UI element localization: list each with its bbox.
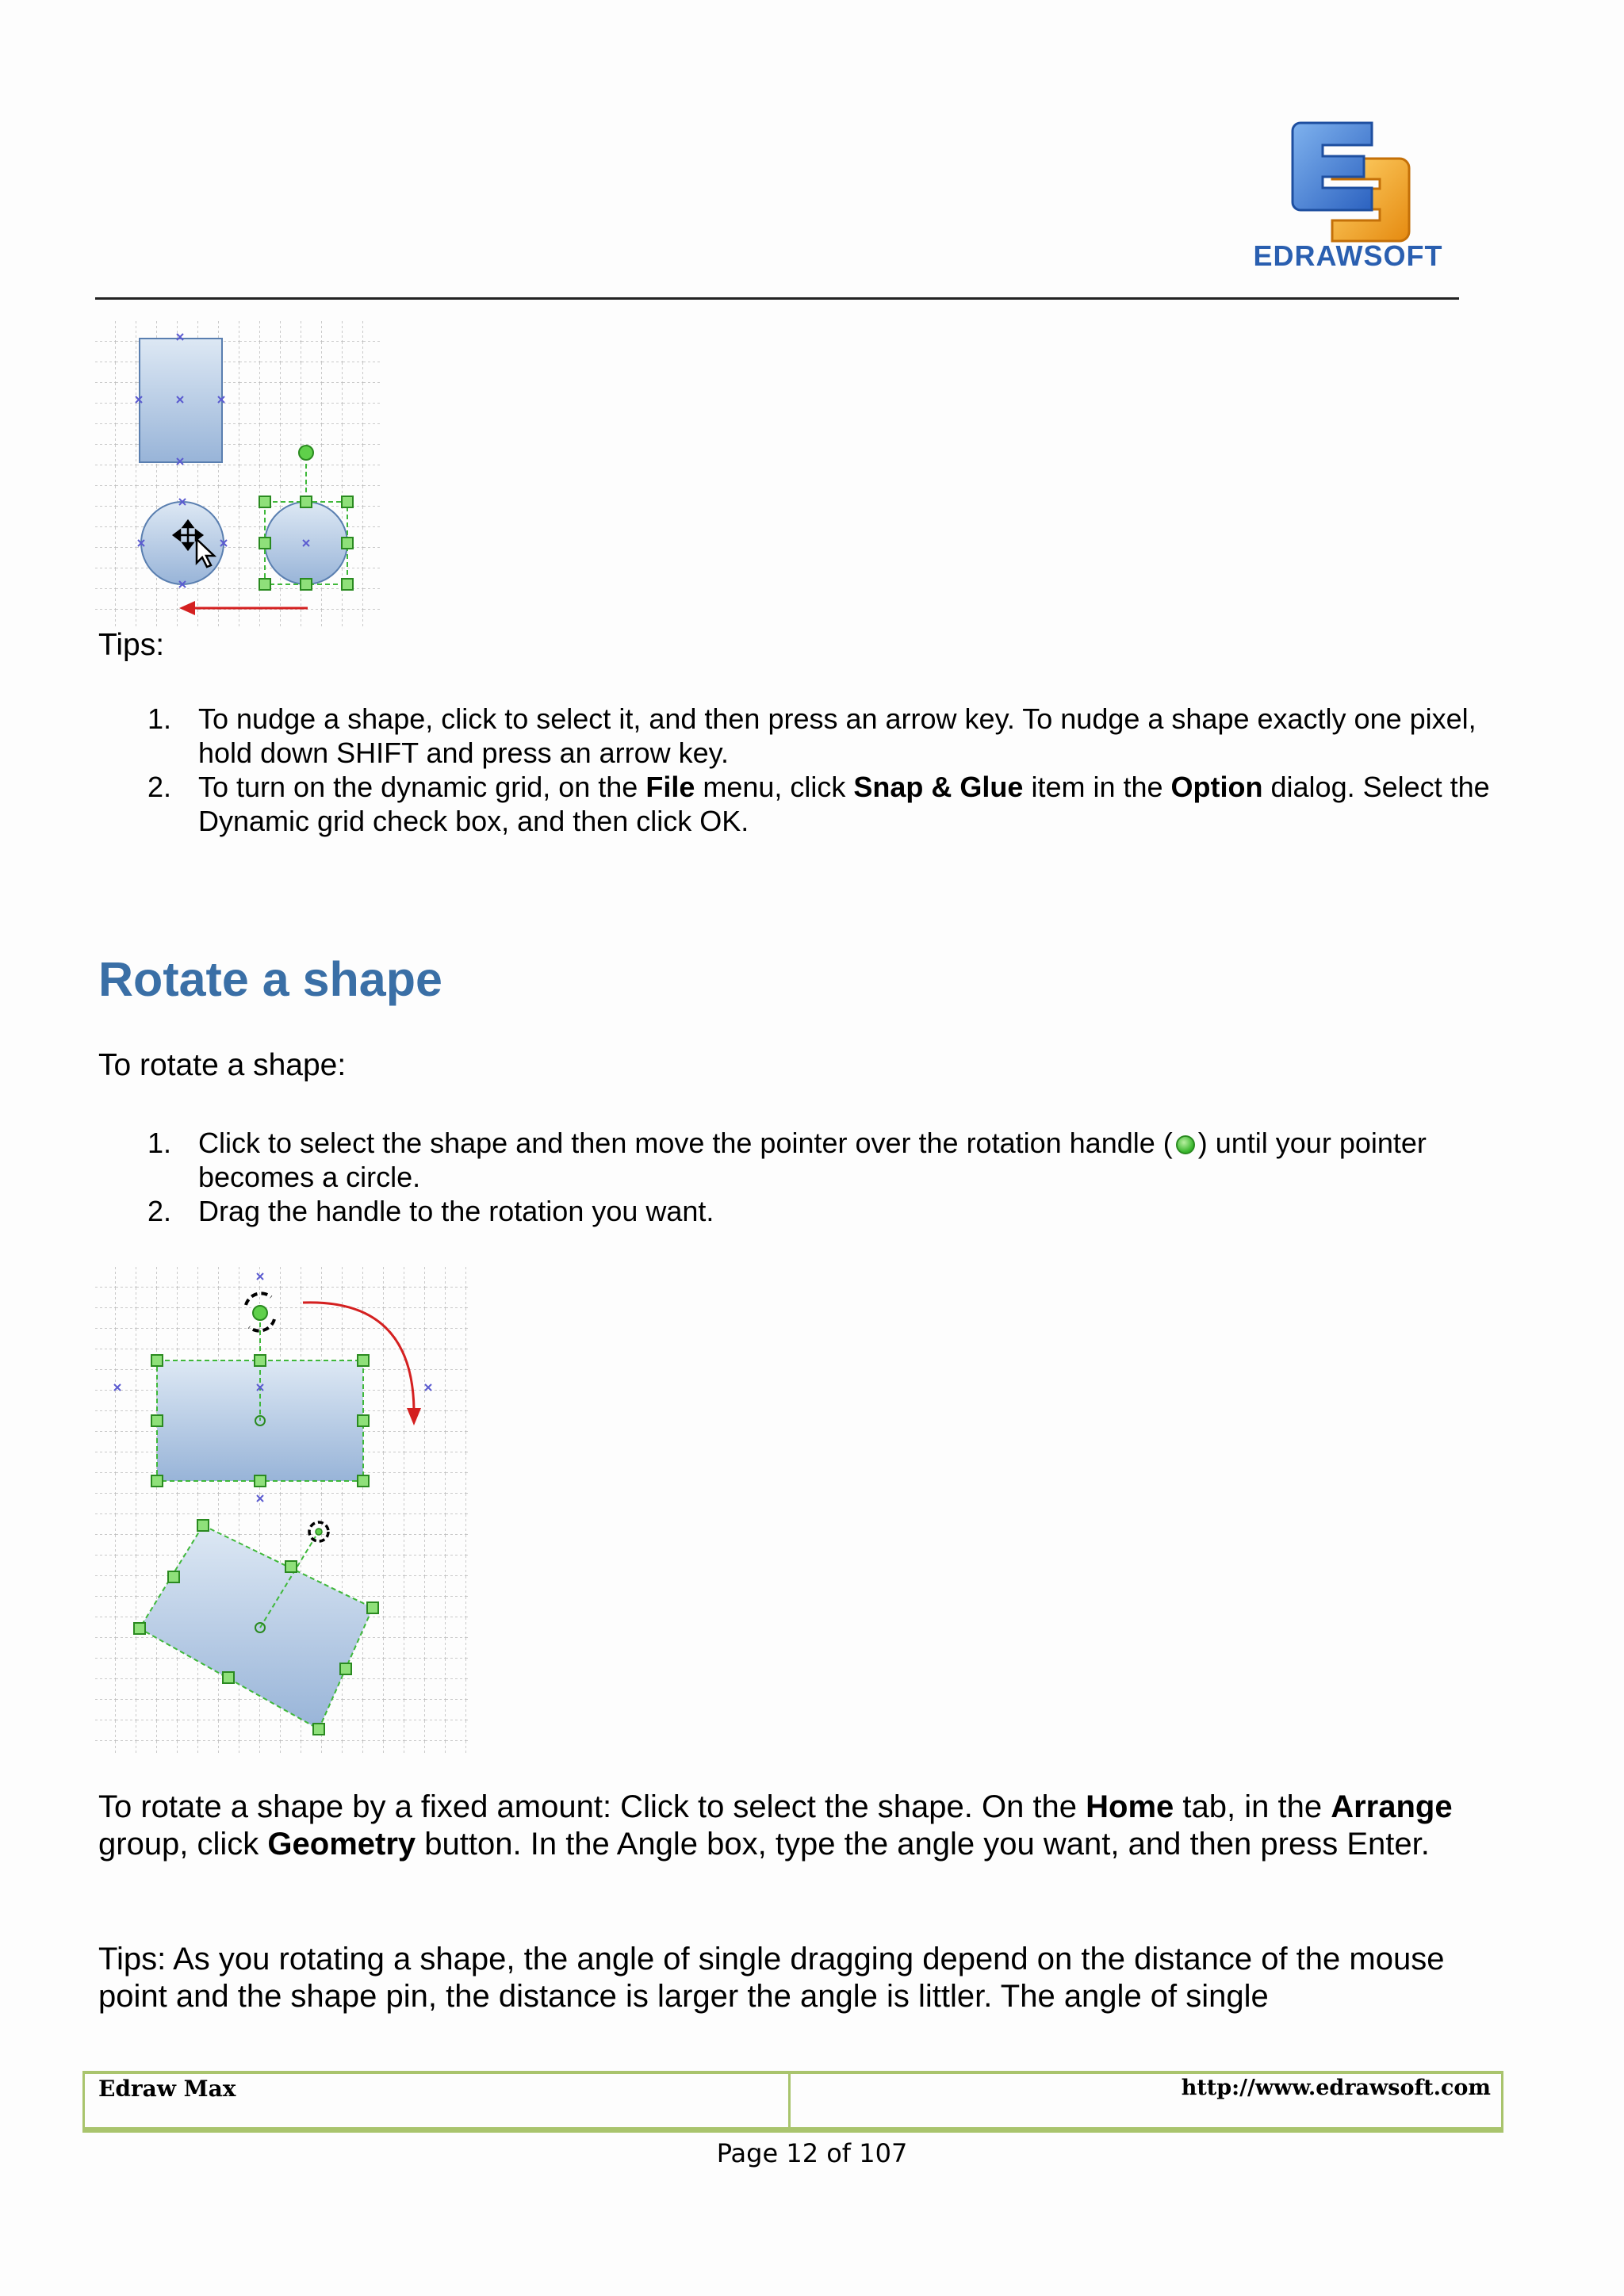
logo-text: EDRAWSOFT [1253,239,1443,272]
footer-product-name: Edraw Max [98,2076,236,2102]
tips-list [98,702,1502,838]
option-dialog-term: Option [1170,771,1263,803]
rotate-intro: To rotate a shape: [98,1048,347,1082]
list-number: 1. [147,702,172,735]
list-item [98,1194,1502,1228]
rotation-tips-paragraph: Tips: As you rotating a shape, the angle of single dragging depend on the distance of the mouse point and the shape pin, the distance is larger the angle is littler. The angle of single [98,1942,1445,2014]
rotate-shape-illustration [95,1267,468,1755]
tips-label: Tips: [98,628,165,662]
list-number: 2. [147,1195,172,1227]
page-number: Page 12 of 107 [716,2138,908,2168]
rotate-fixed-amount-paragraph: To rotate a shape by a fixed amount: Click to select the shape. On the Home tab, in the Arrange group, click Geometry button. In the Angle box, type the angle you want, and then press Enter. [98,1789,1453,1862]
geometry-button-term: Geometry [267,1827,416,1862]
rotation-handle-icon [299,446,313,460]
list-item-text: To turn on the dynamic grid, on the File menu, click Snap & Glue item in the Option dialog. Select the Dynamic grid check box, and then click OK. [198,771,1490,837]
snap-glue-term: Snap & Glue [853,771,1024,803]
section-title: Rotate a shape [98,952,442,1006]
footer-website-link[interactable]: http://www.edrawsoft.com [1181,2076,1491,2100]
nudge-shape-illustration [95,321,381,626]
file-menu-term: File [645,771,695,803]
arrange-group-term: Arrange [1331,1789,1453,1824]
rotation-handle-icon [1176,1135,1195,1154]
home-tab-term: Home [1086,1789,1174,1824]
rotate-steps-list [98,1126,1502,1228]
list-number: 1. [147,1127,172,1159]
list-item [98,770,1502,838]
list-item [98,1126,1502,1194]
list-item-text: Drag the handle to the rotation you want. [198,1195,714,1227]
header-divider [95,297,1459,300]
footer-divider [788,2071,791,2133]
list-item [98,702,1502,770]
list-item-text: To nudge a shape, click to select it, and then press an arrow key. To nudge a shape exactly one pixel, hold down SHIFT and press an arrow key. [198,702,1477,769]
list-item-text: Click to select the shape and then move the pointer over the rotation handle ( ) until your pointer becomes a circle. [198,1127,1427,1193]
list-number: 2. [147,771,172,803]
